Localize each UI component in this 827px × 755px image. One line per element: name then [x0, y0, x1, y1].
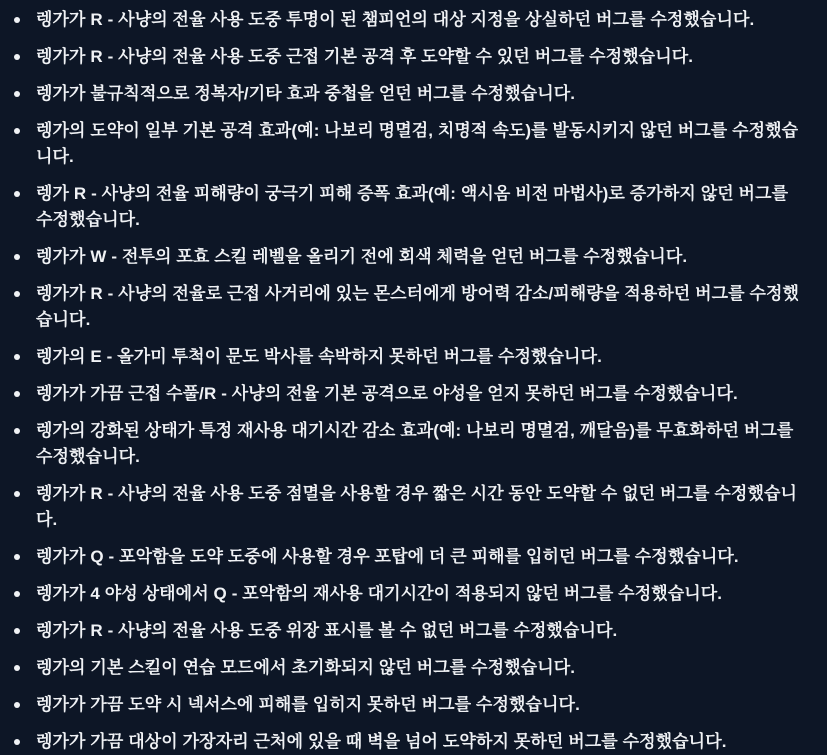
list-item	[12, 381, 801, 407]
bugfix-text: 렝가가 W - 전투의 포효 스킬 레벨을 올리기 전에 회색 체력을 얻던 버그를 수정했습니다.	[36, 247, 688, 266]
list-item	[12, 655, 801, 681]
list-item	[12, 344, 801, 370]
list-item	[12, 281, 801, 333]
bugfix-text: 렝가 R - 사냥의 전율 피해량이 궁극기 피해 증폭 효과(예: 액시옴 비전 마법사)로 증가하지 않던 버그를 수정했습니다.	[36, 184, 789, 229]
bugfix-text: 렝가가 가끔 근접 수풀/R - 사냥의 전율 기본 공격으로 야성을 얻지 못하던 버그를 수정했습니다.	[36, 384, 738, 403]
bullet-icon	[14, 191, 20, 197]
bullet-icon	[14, 491, 20, 497]
bugfix-text: 렝가가 R - 사냥의 전율 사용 도중 위장 표시를 볼 수 없던 버그를 수정했습니다.	[36, 621, 618, 640]
bullet-icon	[14, 291, 20, 297]
bullet-icon	[14, 128, 20, 134]
bugfix-text: 렝가의 강화된 상태가 특정 재사용 대기시간 감소 효과(예: 나보리 명멸검, 깨달음)를 무효화하던 버그를 수정했습니다.	[36, 421, 794, 466]
list-item	[12, 181, 801, 233]
bullet-icon	[14, 354, 20, 360]
bugfix-text: 렝가가 R - 사냥의 전율 사용 도중 점멸을 사용할 경우 짧은 시간 동안 도약할 수 없던 버그를 수정했습니다.	[36, 484, 798, 529]
bullet-icon	[14, 54, 20, 60]
list-item	[12, 544, 801, 570]
bugfix-text: 렝가가 가끔 대상이 가장자리 근처에 있을 때 벽을 넘어 도약하지 못하던 버그를 수정했습니다.	[36, 732, 727, 751]
list-item	[12, 481, 801, 533]
list-item	[12, 7, 801, 33]
bugfix-list	[12, 7, 801, 755]
bugfix-text: 렝가가 가끔 도약 시 넥서스에 피해를 입히지 못하던 버그를 수정했습니다.	[36, 695, 580, 714]
bullet-icon	[14, 702, 20, 708]
list-item	[12, 618, 801, 644]
list-item	[12, 81, 801, 107]
bullet-icon	[14, 665, 20, 671]
bugfix-text: 렝가가 Q - 포악함을 도약 도중에 사용할 경우 포탑에 더 큰 피해를 입히던 버그를 수정했습니다.	[36, 547, 739, 566]
bugfix-text: 렝가의 E - 올가미 투척이 문도 박사를 속박하지 못하던 버그를 수정했습니다.	[36, 347, 602, 366]
bullet-icon	[14, 254, 20, 260]
bugfix-text: 렝가가 R - 사냥의 전율 사용 도중 투명이 된 챔피언의 대상 지정을 상실하던 버그를 수정했습니다.	[36, 10, 755, 29]
bugfix-text: 렝가가 4 야성 상태에서 Q - 포악함의 재사용 대기시간이 적용되지 않던 버그를 수정했습니다.	[36, 584, 723, 603]
list-item	[12, 118, 801, 170]
bullet-icon	[14, 628, 20, 634]
bullet-icon	[14, 591, 20, 597]
bugfix-text: 렝가가 R - 사냥의 전율로 근접 사거리에 있는 몬스터에게 방어력 감소/피해량을 적용하던 버그를 수정했습니다.	[36, 284, 800, 329]
bugfix-text: 렝가의 도약이 일부 기본 공격 효과(예: 나보리 명멸검, 치명적 속도)를 발동시키지 않던 버그를 수정했습니다.	[36, 121, 799, 166]
list-item	[12, 418, 801, 470]
bugfix-text: 렝가가 R - 사냥의 전율 사용 도중 근접 기본 공격 후 도약할 수 있던 버그를 수정했습니다.	[36, 47, 694, 66]
bullet-icon	[14, 428, 20, 434]
bullet-icon	[14, 391, 20, 397]
list-item	[12, 692, 801, 718]
bullet-icon	[14, 554, 20, 560]
bullet-icon	[14, 17, 20, 23]
list-item	[12, 581, 801, 607]
bugfix-text: 렝가가 불규칙적으로 정복자/기타 효과 중첩을 얻던 버그를 수정했습니다.	[36, 84, 576, 103]
list-item	[12, 44, 801, 70]
bullet-icon	[14, 739, 20, 745]
list-item	[12, 729, 801, 755]
bugfix-text: 렝가의 기본 스킬이 연습 모드에서 초기화되지 않던 버그를 수정했습니다.	[36, 658, 576, 677]
list-item	[12, 244, 801, 270]
bullet-icon	[14, 91, 20, 97]
